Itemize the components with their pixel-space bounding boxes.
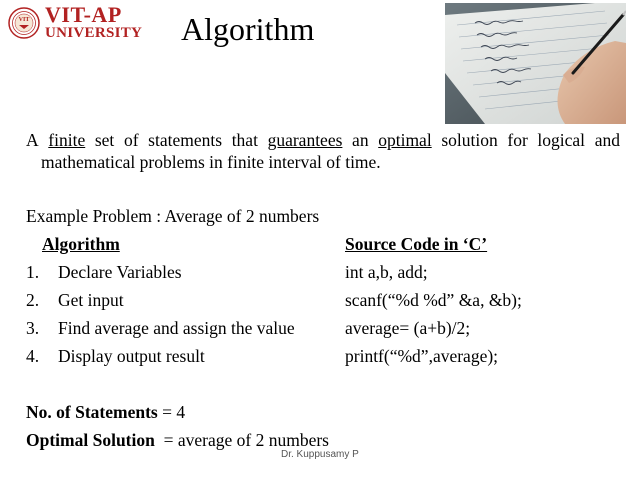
- word: A: [26, 130, 39, 150]
- definition-line-2: mathematical problems in finite interval of time.: [41, 152, 381, 172]
- step-number: 4.: [26, 346, 40, 366]
- underlined-term-optimal: optimal: [378, 130, 432, 150]
- underlined-term-finite: finite: [48, 130, 86, 150]
- word: and: [594, 130, 620, 150]
- word: that: [231, 130, 258, 150]
- source-code-column-heading: Source Code in ‘C’: [345, 234, 488, 254]
- step-code: average= (a+b)/2;: [345, 318, 471, 338]
- optimal-label: Optimal Solution: [26, 430, 155, 450]
- algorithm-column-heading: Algorithm: [42, 234, 120, 254]
- optimal-value: = average of 2 numbers: [154, 430, 329, 450]
- definition-line-1: [26, 129, 620, 151]
- word: statements: [148, 130, 223, 150]
- step-text: Find average and assign the value: [58, 318, 295, 338]
- statements-label: No. of Statements: [26, 402, 158, 422]
- step-code: scanf(“%d %d” &a, &b);: [345, 290, 522, 310]
- step-text: Declare Variables: [58, 262, 182, 282]
- word: for: [507, 130, 528, 150]
- underlined-term-guarantees: guarantees: [267, 130, 343, 150]
- step-code: int a,b, add;: [345, 262, 428, 282]
- number-of-statements: [26, 401, 185, 423]
- svg-text:VIT: VIT: [18, 17, 30, 23]
- slide-title: Algorithm: [181, 11, 315, 47]
- step-number: 2.: [26, 290, 40, 310]
- optimal-solution: [26, 429, 329, 451]
- word: of: [123, 130, 139, 150]
- logo-subtitle: UNIVERSITY: [45, 25, 143, 41]
- word: logical: [537, 130, 586, 150]
- step-code: printf(“%d”,average);: [345, 346, 499, 366]
- university-logo: [8, 2, 143, 43]
- footer-author: Dr. Kuppusamy P: [281, 449, 359, 460]
- step-number: 1.: [26, 262, 40, 282]
- word: set: [94, 130, 115, 150]
- example-problem: Example Problem : Average of 2 numbers: [26, 206, 320, 226]
- step-number: 3.: [26, 318, 40, 338]
- definition-paragraph: [26, 129, 620, 173]
- word: an: [352, 130, 369, 150]
- university-seal-icon: [8, 7, 40, 39]
- step-text: Get input: [58, 290, 124, 310]
- writing-hand-photo: [445, 3, 626, 124]
- logo-name: VIT-AP: [45, 2, 122, 27]
- word: solution: [441, 130, 498, 150]
- step-text: Display output result: [58, 346, 205, 366]
- statements-value: = 4: [157, 402, 186, 422]
